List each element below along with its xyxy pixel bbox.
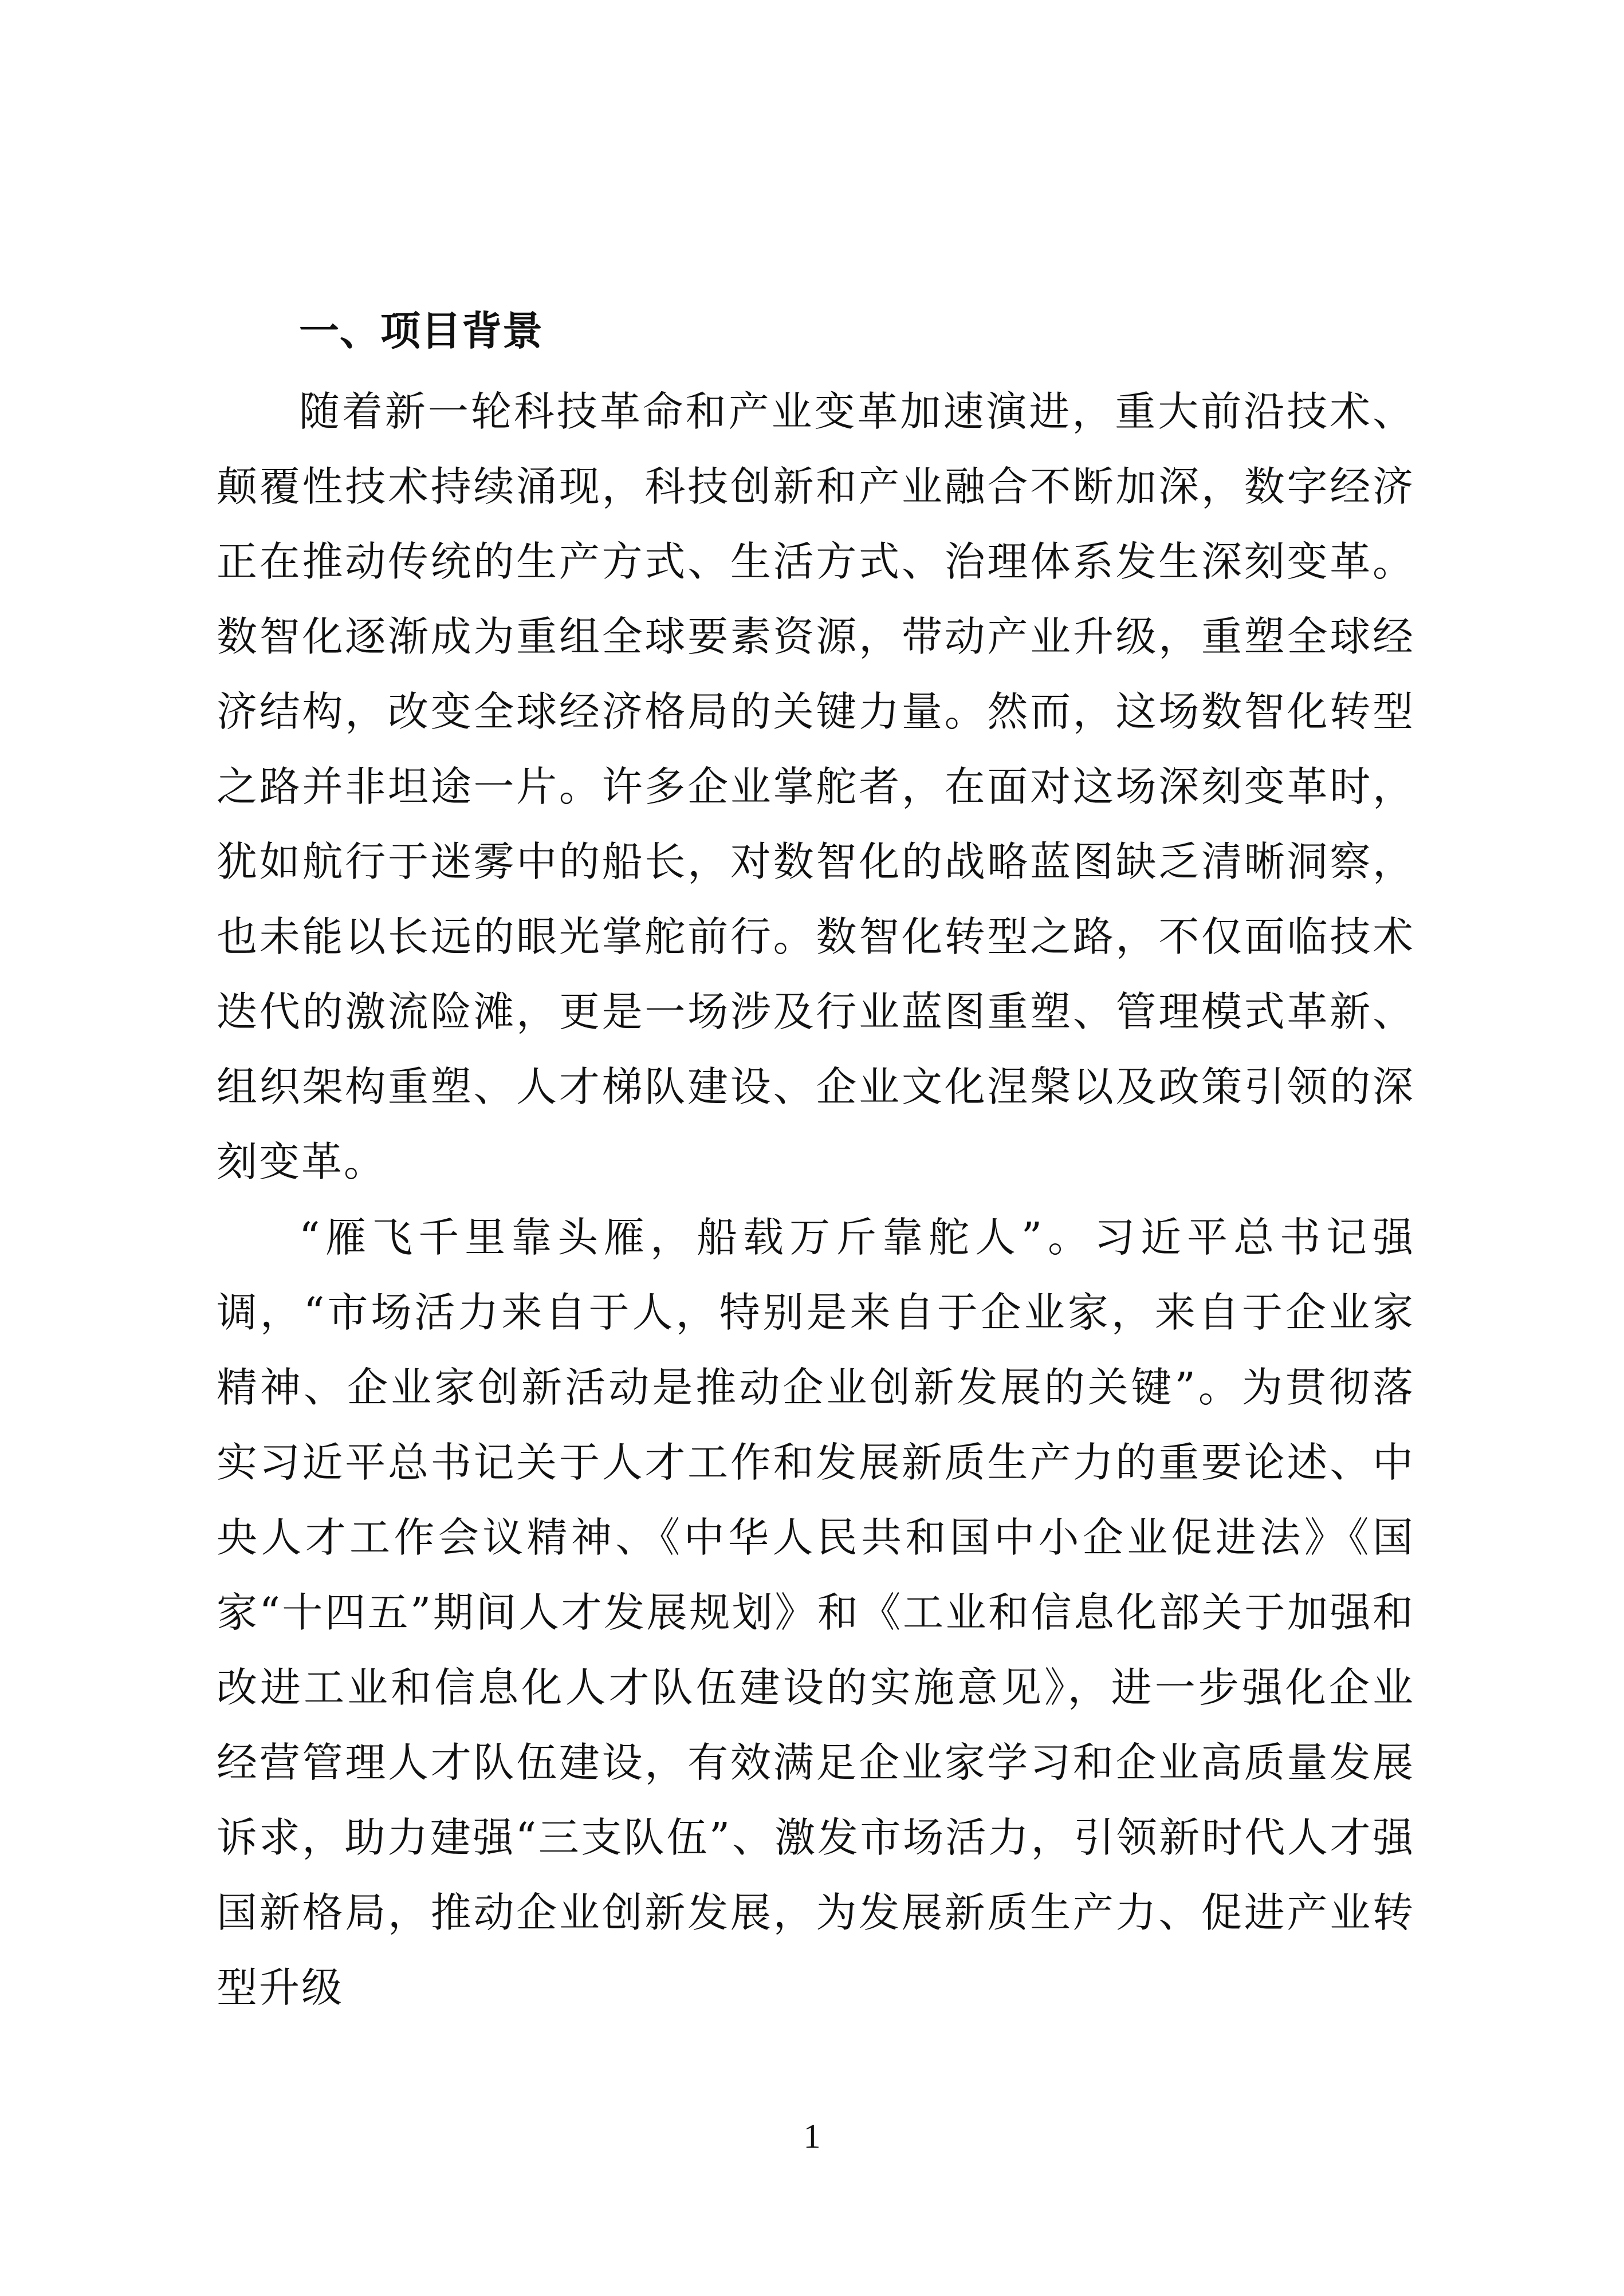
paragraph-background-1: 随着新一轮科技革命和产业变革加速演进，重大前沿技术、颠覆性技术持续涌现，科技创新和产业融合不断加深，数字经济正在推动传统的生产方式、生活方式、治理体系发生深刻变革。数智化逐渐成为重组全球要素资源，带动产业升级，重塑全球经济结构，改变全球经济格局的关键力量。然而，这场数智化转型之路并非坦途一片。许多企业掌舵者，在面对这场深刻变革时，犹如航行于迷雾中的船长，对数智化的战略蓝图缺乏清晰洞察，也未能以长远的眼光掌舵前行。数智化转型之路，不仅面临技术迭代的激流险滩，更是一场涉及行业蓝图重塑、管理模式革新、组织架构重塑、人才梯队建设、企业文化涅槃以及政策引领的深刻变革。: [217, 388, 1415, 1186]
paragraph-background-2: “雁飞千里靠头雁，船载万斤靠舵人”。习近平总书记强调，“市场活力来自于人，特别是来自于企业家，来自于企业家精神、企业家创新活动是推动企业创新发展的关键”。为贯彻落实习近平总书记关于人才工作和发展新质生产力的重要论述、中央人才工作会议精神、《中华人民共和国中小企业促进法》《国家“十四五”期间人才发展规划》和《工业和信息化部关于加强和改进工业和信息化人才队伍建设的实施意见》，进一步强化企业经营管理人才队伍建设，有效满足企业家学习和企业高质量发展诉求，助力建强“三支队伍”、激发市场活力，引领新时代人才强国新格局，推动企业创新发展，为发展新质生产力、促进产业转型升级: [217, 1214, 1415, 2011]
section-heading: 一、项目背景: [299, 308, 543, 355]
page-number: 1: [803, 2117, 821, 2155]
